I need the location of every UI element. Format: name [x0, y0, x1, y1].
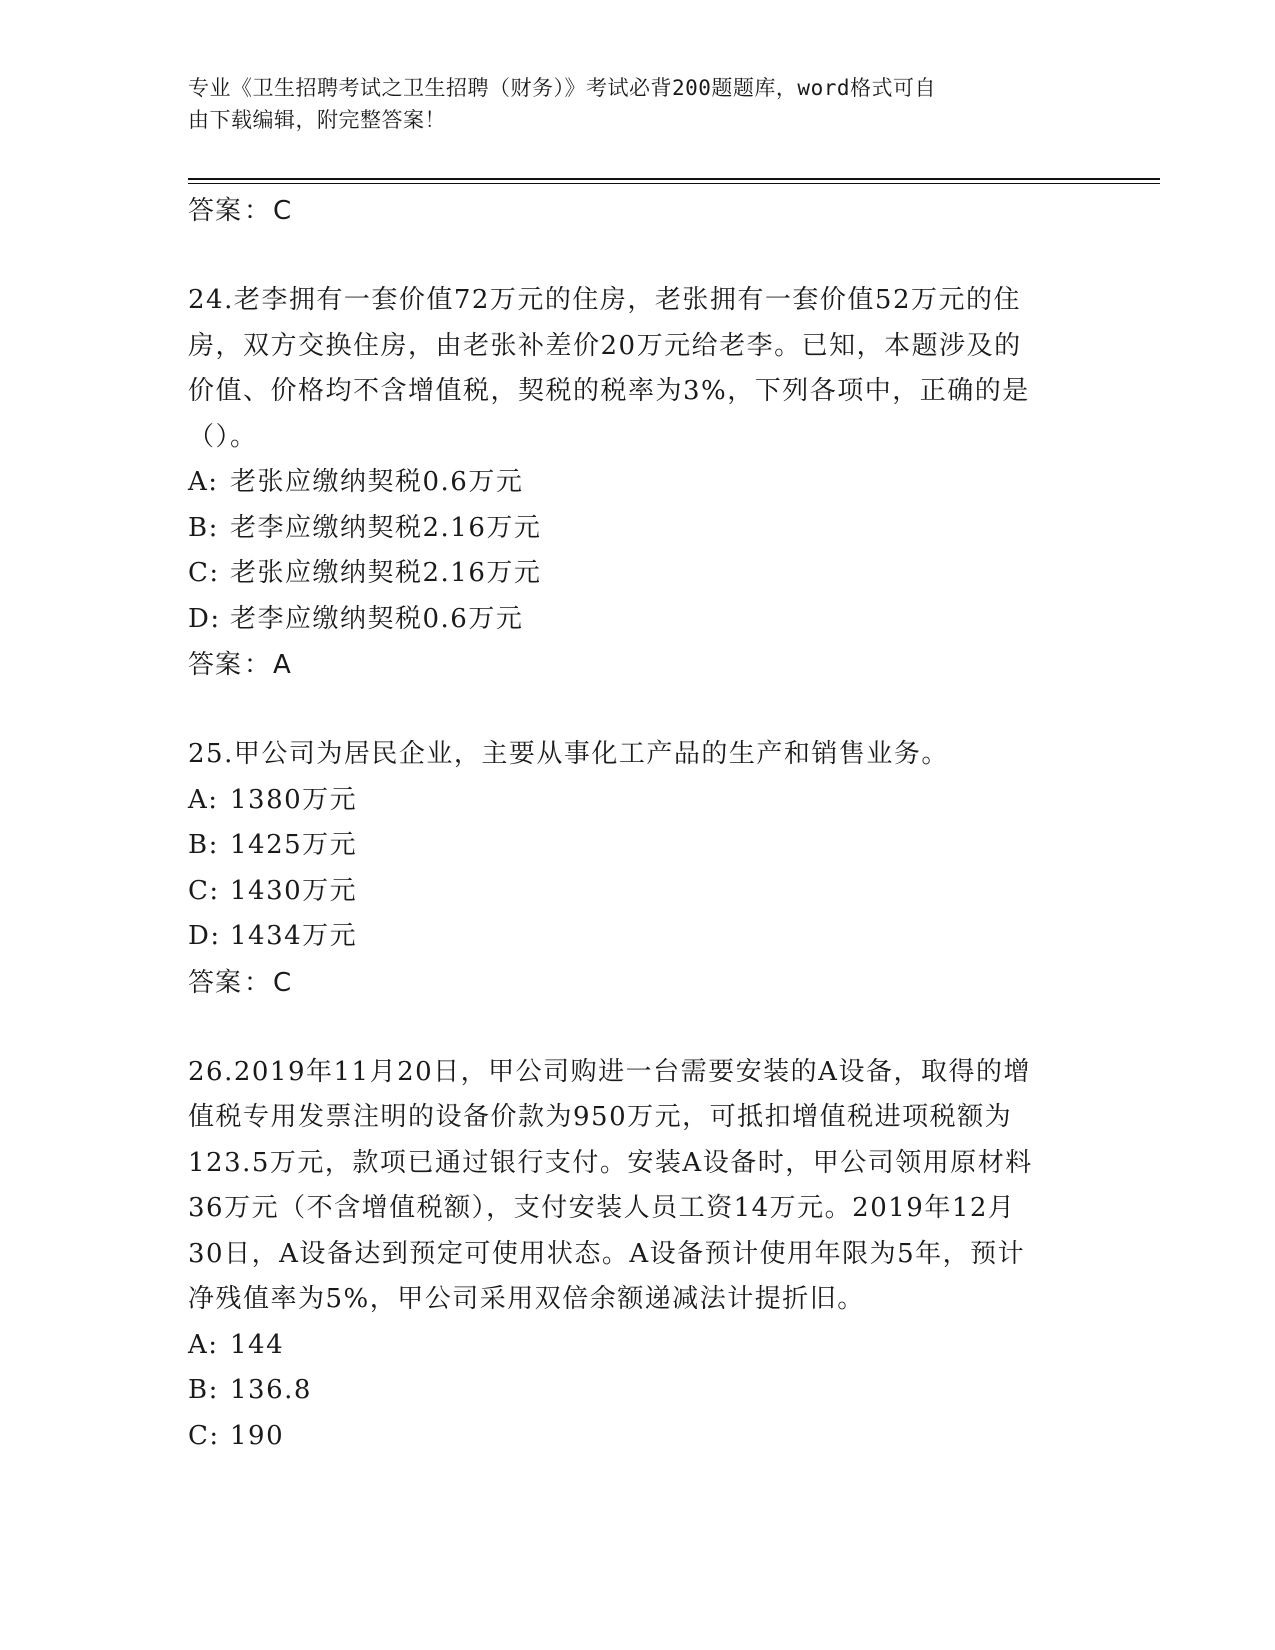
question-text-line: 净残值率为5%，甲公司采用双倍余额递减法计提折旧。	[188, 1284, 865, 1314]
option-key: D:	[188, 921, 221, 951]
question-text	[188, 1050, 1088, 1323]
answer-line: 答案：C	[188, 196, 293, 226]
option-text: 1434万元	[230, 921, 358, 951]
option-text: 1380万元	[230, 784, 358, 815]
option-b	[188, 1368, 1088, 1414]
option-text: 老张应缴纳契税2.16万元	[230, 558, 542, 588]
option-key: B:	[188, 512, 219, 543]
option-key: B:	[188, 830, 219, 860]
option-d	[188, 914, 1088, 960]
option-key: C:	[188, 558, 220, 588]
option-text: 136.8	[230, 1375, 312, 1405]
question-26	[188, 1050, 1088, 1460]
document-header	[188, 72, 1088, 136]
header-divider-thin	[188, 183, 1160, 184]
header-divider-thick	[188, 178, 1160, 180]
answer-value: C	[273, 967, 293, 998]
answer-label: 答案	[188, 650, 243, 680]
option-c	[188, 1414, 1088, 1460]
option-key: A:	[188, 467, 219, 497]
question-text-line: 房，双方交换住房，由老张补差价20万元给老李。已知，本题涉及的	[188, 330, 1022, 361]
option-text: 老张应缴纳契税0.6万元	[230, 467, 524, 497]
question-text-line: （）。	[188, 421, 258, 452]
option-key: A:	[188, 784, 219, 815]
question-text-line: 26.2019年11月20日，甲公司购进一台需要安装的A设备，取得的增	[188, 1056, 1031, 1087]
answer-line: 答案：A	[188, 650, 292, 680]
question-24	[188, 278, 1088, 688]
option-key: B:	[188, 1375, 219, 1405]
option-a	[188, 1323, 1088, 1369]
option-key: C:	[188, 875, 220, 906]
question-text-line: 123.5万元，款项已通过银行支付。安装A设备时，甲公司领用原材料	[188, 1147, 1033, 1178]
question-text	[188, 278, 1088, 460]
question-text	[188, 732, 1088, 778]
question-text-line: 30日，A设备达到预定可使用状态。A设备预计使用年限为5年，预计	[188, 1238, 1026, 1269]
option-b	[188, 823, 1088, 869]
header-line-2: 由下载编辑，附完整答案！	[188, 108, 446, 132]
question-content	[188, 188, 1088, 1459]
option-text: 老李应缴纳契税2.16万元	[230, 512, 542, 543]
option-b	[188, 506, 1088, 552]
answer-label: 答案	[188, 196, 243, 226]
header-line-1: 专业《卫生招聘考试之卫生招聘（财务）》考试必背200题题库，word格式可自	[188, 76, 936, 100]
option-text: 144	[230, 1329, 285, 1360]
option-text: 老李应缴纳契税0.6万元	[230, 603, 524, 634]
option-d	[188, 597, 1088, 643]
option-text: 1425万元	[230, 830, 358, 860]
question-25	[188, 732, 1088, 1006]
option-c	[188, 551, 1088, 597]
option-a	[188, 778, 1088, 824]
answer-value: C	[273, 196, 293, 226]
answer-label: 答案	[188, 967, 243, 998]
answer-line: 答案：C	[188, 967, 293, 998]
question-text-line: 25.甲公司为居民企业，主要从事化工产品的生产和销售业务。	[188, 739, 949, 769]
option-key: D:	[188, 603, 221, 634]
question-text-line: 24.老李拥有一套价值72万元的住房，老张拥有一套价值52万元的住	[188, 285, 1022, 315]
option-text: 1430万元	[230, 875, 358, 906]
option-a	[188, 460, 1088, 506]
question-text-line: 36万元（不含增值税额），支付安装人员工资14万元。2019年12月	[188, 1193, 1016, 1223]
question-text-line: 值税专用发票注明的设备价款为950万元，可抵扣增值税进项税额为	[188, 1102, 1013, 1132]
question-text-line: 价值、价格均不含增值税，契税的税率为3%，下列各项中，正确的是	[188, 376, 1030, 406]
answer-value: A	[273, 650, 292, 680]
option-key: C:	[188, 1420, 220, 1451]
option-text: 190	[230, 1420, 285, 1451]
option-key: A:	[188, 1329, 219, 1360]
option-c	[188, 869, 1088, 915]
